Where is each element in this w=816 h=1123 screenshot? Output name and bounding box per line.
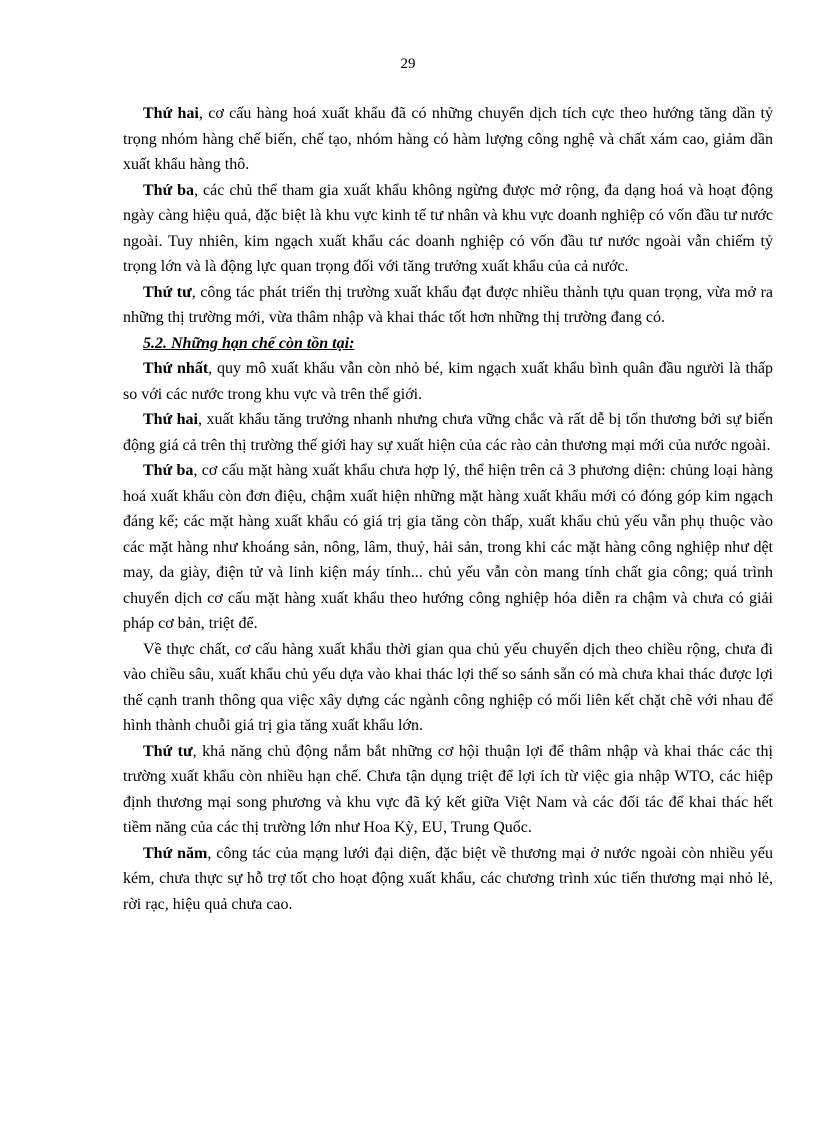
paragraph-achievement-4 [123, 280, 773, 331]
paragraph-achievement-2 [123, 101, 773, 178]
page-number: 29 [400, 56, 416, 72]
paragraph-text: , cơ cấu hàng hoá xuất khẩu đã có những chuyển dịch tích cực theo hướng tăng dần tỷ trọng nhóm hàng chế biến, chế tạo, nhóm hàng có hàm lượng công nghệ và chất xám cao, giảm dần xuất khẩu hàng thô. [123, 105, 774, 173]
paragraph-text: , cơ cấu mặt hàng xuất khẩu chưa hợp lý, thể hiện trên cả 3 phương diện: chủng loại hàng hoá xuất khẩu còn đơn điệu, chậm xuất hiện những mặt hàng xuất khẩu mới có đóng góp kim ngạch đáng kể; các mặt hàng xuất khẩu có giá trị gia tăng còn thấp, xuất khẩu chủ yếu vẫn phụ thuộc vào các mặt hàng như khoáng sản, nông, lâm, thuỷ, hải sản, trong khi các mặt hàng công nghiệp như dệt may, da giày, điện tử và linh kiện máy tính... chủ yếu vẫn còn mang tính chất gia công; quá trình chuyển dịch cơ cấu mặt hàng xuất khẩu theo hướng công nghiệp hóa diễn ra chậm và chưa có giải pháp cơ bản, triệt để. [123, 462, 774, 632]
paragraph-text: , công tác phát triển thị trường xuất khẩu đạt được nhiều thành tựu quan trọng, vừa mở ra những thị trường mới, vừa thâm nhập và khai thác tốt hơn những thị trường đang có. [123, 283, 773, 326]
paragraph-limitation-4 [123, 739, 773, 841]
paragraph-text: , quy mô xuất khẩu vẫn còn nhỏ bé, kim ngạch xuất khẩu bình quân đầu người là thấp so với các nước trong khu vực và trên thế giới. [123, 360, 773, 403]
paragraph-lead: Thứ nhất [143, 360, 209, 377]
section-heading: 5.2. Những hạn chế còn tồn tại: [143, 334, 355, 352]
paragraph-lead: Thứ tư [143, 742, 193, 760]
paragraph-achievement-3 [123, 178, 773, 280]
paragraph-limitation-3-essence [123, 637, 773, 739]
paragraph-limitation-3 [123, 458, 773, 637]
paragraph-lead: Thứ hai [143, 105, 199, 122]
document-body [123, 101, 773, 917]
paragraph-lead: Thứ hai [143, 411, 198, 428]
paragraph-limitation-5 [123, 841, 773, 918]
paragraph-lead: Thứ ba [143, 462, 194, 479]
paragraph-limitation-2 [123, 407, 773, 458]
paragraph-text: , các chủ thể tham gia xuất khẩu không ngừng được mở rộng, đa dạng hoá và hoạt động ngày càng hiệu quả, đặc biệt là khu vực kinh tế tư nhân và khu vực doanh nghiệp có vốn đầu tư nước ngoài. Tuy nhiên, kim ngạch xuất khẩu các doanh nghiệp có vốn đầu tư nước ngoài vẫn chiếm tỷ trọng lớn và là động lực quan trọng đối với tăng trưởng xuất khẩu của cả nước. [123, 181, 774, 275]
paragraph-text: , xuất khẩu tăng trưởng nhanh nhưng chưa vững chắc và rất dễ bị tổn thương bởi sự biến động giá cả trên thị trường thế giới hay sự xuất hiện của các rào cản thương mại mới của nước ngoài. [123, 411, 774, 454]
paragraph-lead: Thứ ba [143, 181, 195, 199]
paragraph-limitation-1 [123, 356, 773, 407]
paragraph-text: , khả năng chủ động nắm bắt những cơ hội thuận lợi để thâm nhập và khai thác các thị trường xuất khẩu còn nhiều hạn chế. Chưa tận dụng triệt để lợi ích từ việc gia nhập WTO, các hiệp định thương mại song phương và khu vực đã ký kết giữa Việt Nam và các đối tác để khai thác hết tiềm năng của các thị trường lớn như Hoa Kỳ, EU, Trung Quốc. [123, 742, 773, 836]
paragraph-text: , công tác của mạng lưới đại diện, đặc biệt về thương mại ở nước ngoài còn nhiều yếu kém, chưa thực sự hỗ trợ tốt cho hoạt động xuất khẩu, các chương trình xúc tiến thương mại nhỏ lẻ, rời rạc, hiệu quả chưa cao. [123, 844, 773, 913]
paragraph-lead: Thứ năm [143, 844, 208, 862]
paragraph-lead: Thứ tư [143, 283, 192, 301]
paragraph-text: Về thực chất, cơ cấu hàng xuất khẩu thời gian qua chủ yếu chuyển dịch theo chiều rộng, chưa đi vào chiều sâu, xuất khẩu chủ yếu dựa vào khai thác lợi thế so sánh sẵn có mà chưa khai thác được lợi thế cạnh tranh thông qua việc xây dựng các ngành công nghiệp có mối liên kết chặt chẽ với nhau để hình thành chuỗi giá trị gia tăng xuất khẩu lớn. [123, 640, 773, 734]
